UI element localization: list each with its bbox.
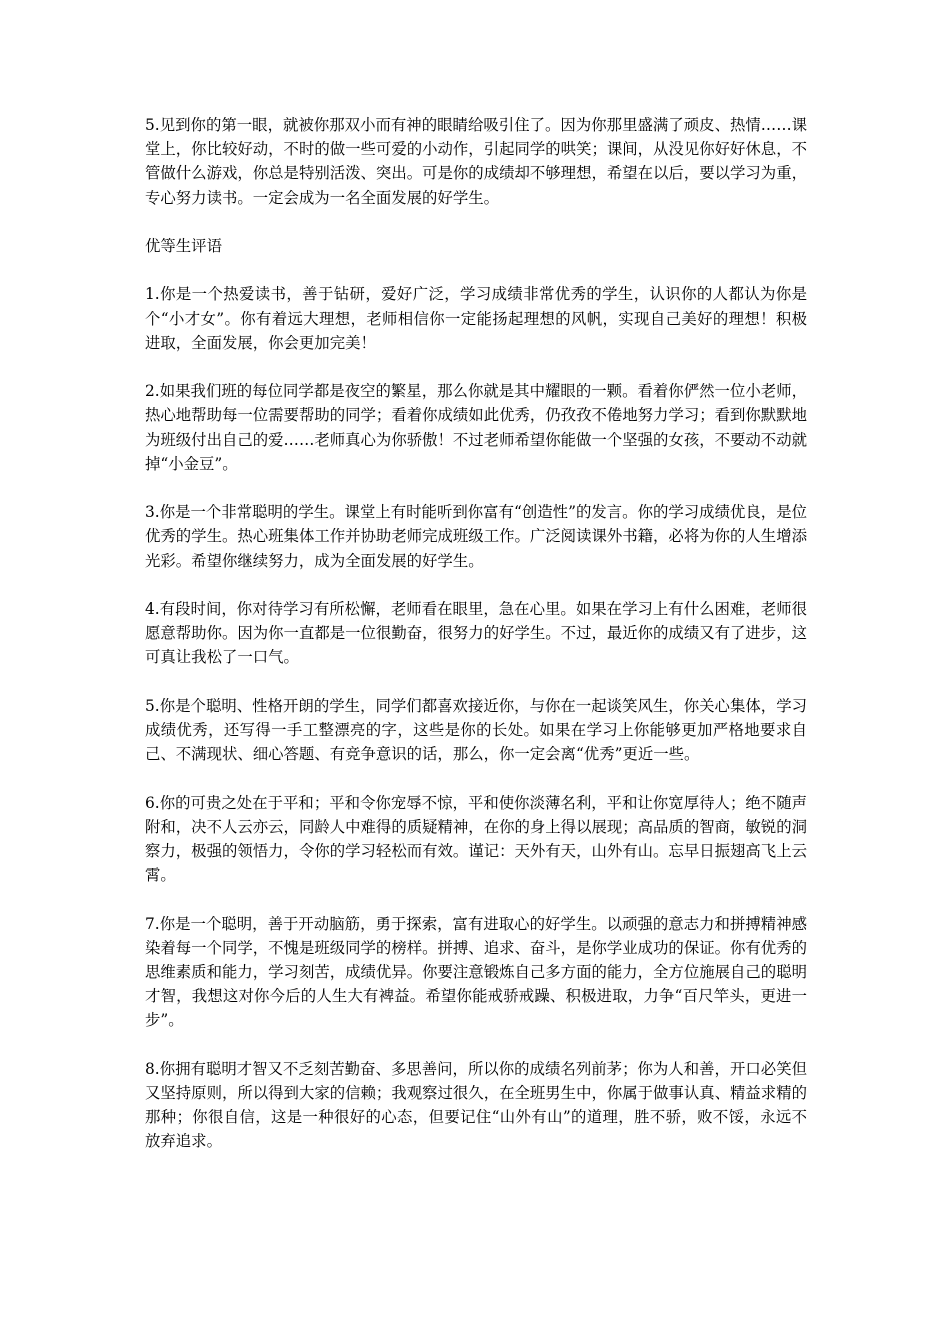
comment-paragraph-8: 8.你拥有聪明才智又不乏刻苦勤奋、多思善问，所以你的成绩名列前茅；你为人和善，开口必笑但又坚持原则，所以得到大家的信赖；我观察过很久，在全班男生中，你属于做事认真、精益求精的那种；你很自信，这是一种很好的心态，但要记住“山外有山”的道理，胜不骄，败不馁，永远不放弃追求。 [145, 1059, 807, 1151]
comment-paragraph-5: 5.你是个聪明、性格开朗的学生，同学们都喜欢接近你，与你在一起谈笑风生，你关心集体，学习成绩优秀，还写得一手工整漂亮的字，这些是你的长处。如果在学习上你能够更加严格地要求自己、不满现状、细心答题、有竞争意识的话，那么，你一定会离“优秀”更近一些。 [145, 696, 807, 764]
comment-paragraph-3: 3.你是一个非常聪明的学生。课堂上有时能听到你富有“创造性”的发言。你的学习成绩优良，是位优秀的学生。热心班集体工作并协助老师完成班级工作。广泛阅读课外书籍，必将为你的人生增添光彩。希望你继续努力，成为全面发展的好学生。 [145, 503, 807, 570]
comment-paragraph-1: 1.你是一个热爱读书，善于钻研，爱好广泛，学习成绩非常优秀的学生，认识你的人都认为你是个“小才女”。你有着远大理想，老师相信你一定能扬起理想的风帆，实现自己美好的理想！积极进取，全面发展，你会更加完美！ [145, 285, 807, 352]
section-heading: 优等生评语 [145, 237, 222, 255]
document-page [145, 113, 807, 1178]
comment-paragraph-2: 2.如果我们班的每位同学都是夜空的繁星，那么你就是其中耀眼的一颗。看着你俨然一位小老师，热心地帮助每一位需要帮助的同学；看着你成绩如此优秀，仍孜孜不倦地努力学习；看到你默默地为班级付出自己的爱……老师真心为你骄傲！不过老师希望你能做一个坚强的女孩，不要动不动就掉“小金豆”。 [145, 382, 807, 473]
intro-paragraph: 5.见到你的第一眼，就被你那双小而有神的眼睛给吸引住了。因为你那里盛满了顽皮、热情……课堂上，你比较好动，不时的做一些可爱的小动作，引起同学的哄笑；课间，从没见你好好休息，不管做什么游戏，你总是特别活泼、突出。可是你的成绩却不够理想，希望在以后，要以学习为重，专心努力读书。一定会成为一名全面发展的好学生。 [145, 116, 807, 207]
comment-paragraph-7: 7.你是一个聪明，善于开动脑筋，勇于探索，富有进取心的好学生。以顽强的意志力和拼搏精神感染着每一个同学，不愧是班级同学的榜样。拼搏、追求、奋斗，是你学业成功的保证。你有优秀的思维素质和能力，学习刻苦，成绩优异。你要注意锻炼自己多方面的能力，全方位施展自己的聪明才智，我想这对你今后的人生大有裨益。希望你能戒骄戒躁、积极进取，力争“百尺竿头，更进一步”。 [145, 914, 807, 1030]
comment-paragraph-6: 6.你的可贵之处在于平和；平和令你宠辱不惊，平和使你淡薄名利，平和让你宽厚待人；绝不随声附和，决不人云亦云，同龄人中难得的质疑精神，在你的身上得以展现；高品质的智商，敏锐的洞察力，极强的领悟力，令你的学习轻松而有效。谨记：天外有天，山外有山。忘早日振翅高飞上云霄。 [145, 793, 807, 885]
comment-paragraph-4: 4.有段时间，你对待学习有所松懈，老师看在眼里，急在心里。如果在学习上有什么困难，老师很愿意帮助你。因为你一直都是一位很勤奋，很努力的好学生。不过，最近你的成绩又有了进步，这可真让我松了一口气。 [145, 599, 807, 667]
